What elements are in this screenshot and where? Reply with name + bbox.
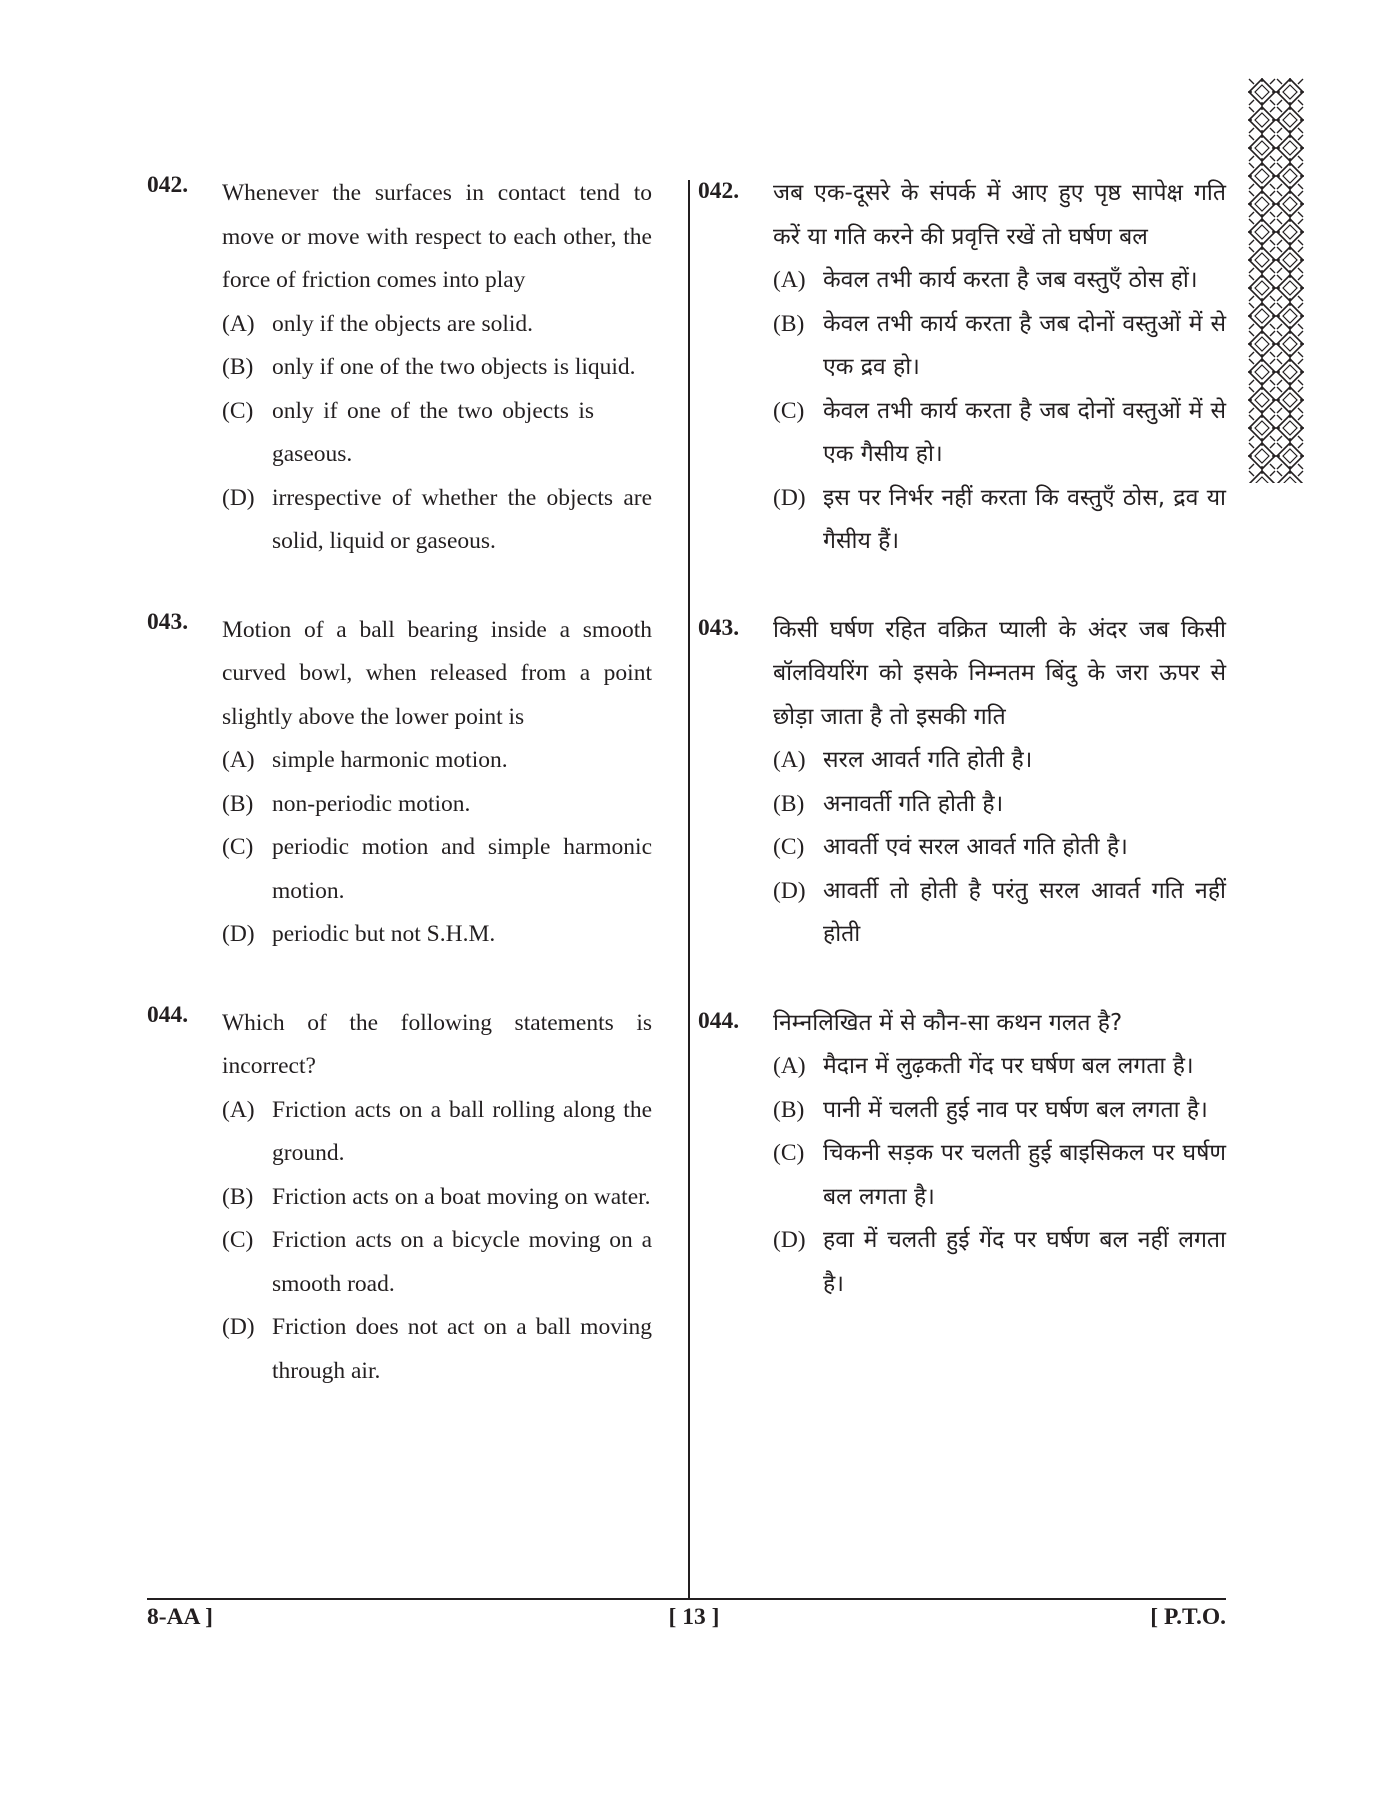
option-b	[222, 346, 652, 390]
question-stem: Which of the following statements is incorrect?	[222, 1009, 652, 1079]
option-d	[222, 913, 652, 957]
option-label: (D)	[773, 1227, 806, 1253]
question-stem: निम्नलिखित में से कौन-सा कथन गलत है?	[773, 1009, 1123, 1036]
question-number: 043.	[147, 608, 189, 635]
question-042-hi	[698, 172, 1226, 564]
option-d	[773, 477, 1226, 564]
option-text: आवर्ती एवं सरल आवर्त गति होती है।	[823, 834, 1128, 860]
option-b	[222, 1176, 652, 1220]
option-text: irrespective of whether the objects are solid, liquid or gaseous.	[272, 484, 652, 554]
question-044-hi	[698, 1002, 1226, 1307]
option-b	[773, 303, 1226, 390]
question-043-en	[147, 609, 652, 957]
option-label: (A)	[222, 1096, 255, 1123]
option-text: only if one of the two objects is gaseous.	[272, 397, 594, 467]
question-stem: Whenever the surfaces in contact tend to move or move with respect to each other, the force of friction comes into play	[222, 180, 652, 293]
question-stem: जब एक-दूसरे के संपर्क में आए हुए पृष्ठ सापेक्ष गति करें या गति करने की प्रवृत्ति रखें तो घर्षण बल	[773, 180, 1226, 250]
column-divider	[688, 180, 690, 1598]
option-label: (C)	[222, 397, 254, 424]
option-label: (A)	[773, 747, 806, 773]
option-text: Friction acts on a bicycle moving on a smooth road.	[272, 1227, 652, 1297]
question-number: 044.	[147, 1001, 189, 1028]
option-c	[222, 826, 652, 913]
option-c	[773, 390, 1226, 477]
option-c	[773, 1132, 1226, 1219]
question-stem: Motion of a ball bearing inside a smooth curved bowl, when released from a point slightly above the lower point is	[222, 616, 652, 730]
option-text: Friction acts on a ball rolling along the ground.	[272, 1096, 652, 1166]
question-042-en	[147, 172, 652, 564]
option-text: चिकनी सड़क पर चलती हुई बाइसिकल पर घर्षण बल लगता है।	[823, 1140, 1226, 1210]
option-text: केवल तभी कार्य करता है जब वस्तुएँ ठोस हों।	[823, 267, 1198, 293]
option-label: (D)	[222, 1314, 255, 1340]
option-text: आवर्ती तो होती है परंतु सरल आवर्त गति नहीं होती	[823, 877, 1226, 947]
option-b	[773, 783, 1226, 827]
question-043-hi	[698, 609, 1226, 957]
option-label: (A)	[222, 310, 255, 337]
option-label: (B)	[773, 1096, 805, 1123]
option-label: (C)	[222, 1227, 254, 1253]
option-text: केवल तभी कार्य करता है जब दोनों वस्तुओं में से एक गैसीय हो।	[823, 397, 1226, 467]
option-text: periodic but not S.H.M.	[272, 921, 496, 947]
option-label: (B)	[773, 310, 805, 337]
booklet-code: 8-AA ]	[147, 1604, 213, 1630]
option-text: हवा में चलती हुई गेंद पर घर्षण बल नहीं लगता है।	[823, 1227, 1226, 1297]
question-number: 042.	[698, 178, 740, 204]
option-label: (B)	[222, 354, 254, 380]
option-text: Friction acts on a boat moving on water.	[272, 1183, 651, 1210]
option-text: केवल तभी कार्य करता है जब दोनों वस्तुओं में से एक द्रव हो।	[823, 310, 1226, 380]
option-text: सरल आवर्त गति होती है।	[823, 747, 1033, 773]
option-label: (A)	[773, 1053, 806, 1079]
pto-label: [ P.T.O.	[1150, 1604, 1226, 1630]
option-label: (D)	[222, 484, 255, 511]
option-label: (A)	[222, 747, 255, 773]
option-label: (C)	[222, 834, 254, 860]
option-label: (C)	[773, 1140, 805, 1166]
english-column	[147, 172, 652, 1393]
option-text: पानी में चलती हुई नाव पर घर्षण बल लगता है।	[823, 1096, 1208, 1123]
option-label: (C)	[773, 397, 805, 424]
question-044-en	[147, 1002, 652, 1394]
hindi-column	[698, 172, 1226, 1306]
option-label: (B)	[222, 1183, 254, 1210]
option-a	[773, 739, 1226, 783]
option-c	[222, 390, 652, 477]
option-label: (D)	[773, 484, 806, 511]
question-stem: किसी घर्षण रहित वक्रित प्याली के अंदर जब किसी बॉलवियरिंग को इसके निम्नतम बिंदु के जरा ऊपर से छोड़ा जाता है तो इसकी गति	[773, 616, 1226, 730]
option-d	[222, 477, 652, 564]
option-d	[773, 870, 1226, 957]
option-label: (A)	[773, 267, 806, 293]
option-text: periodic motion and simple harmonic motion.	[272, 834, 652, 904]
option-a	[222, 303, 652, 347]
option-text: only if the objects are solid.	[272, 310, 534, 337]
option-a	[222, 1089, 652, 1176]
option-b	[773, 1089, 1226, 1133]
option-a	[773, 1045, 1226, 1089]
question-number: 043.	[698, 614, 740, 641]
option-c	[773, 826, 1226, 870]
option-a	[222, 739, 652, 783]
option-label: (C)	[773, 834, 805, 860]
footer-rule	[147, 1598, 1226, 1600]
option-text: Friction does not act on a ball moving through air.	[272, 1314, 652, 1384]
option-d	[222, 1306, 652, 1393]
decorative-border-pattern-icon	[1248, 78, 1304, 483]
option-text: इस पर निर्भर नहीं करता कि वस्तुएँ ठोस, द्रव या गैसीय हैं।	[823, 484, 1226, 554]
option-label: (B)	[773, 790, 805, 817]
option-label: (D)	[222, 921, 255, 947]
option-text: मैदान में लुढ़कती गेंद पर घर्षण बल लगता है।	[823, 1053, 1194, 1079]
option-text: अनावर्ती गति होती है।	[823, 790, 1004, 817]
option-a	[773, 259, 1226, 303]
question-number: 042.	[147, 172, 189, 198]
option-text: only if one of the two objects is liquid.	[272, 354, 636, 380]
option-text: simple harmonic motion.	[272, 747, 508, 773]
page-number: [ 13 ]	[668, 1604, 720, 1630]
question-number: 044.	[698, 1007, 740, 1034]
option-c	[222, 1219, 652, 1306]
option-label: (D)	[773, 877, 806, 904]
option-text: non-periodic motion.	[272, 790, 471, 817]
option-b	[222, 783, 652, 827]
option-d	[773, 1219, 1226, 1306]
option-label: (B)	[222, 790, 254, 817]
